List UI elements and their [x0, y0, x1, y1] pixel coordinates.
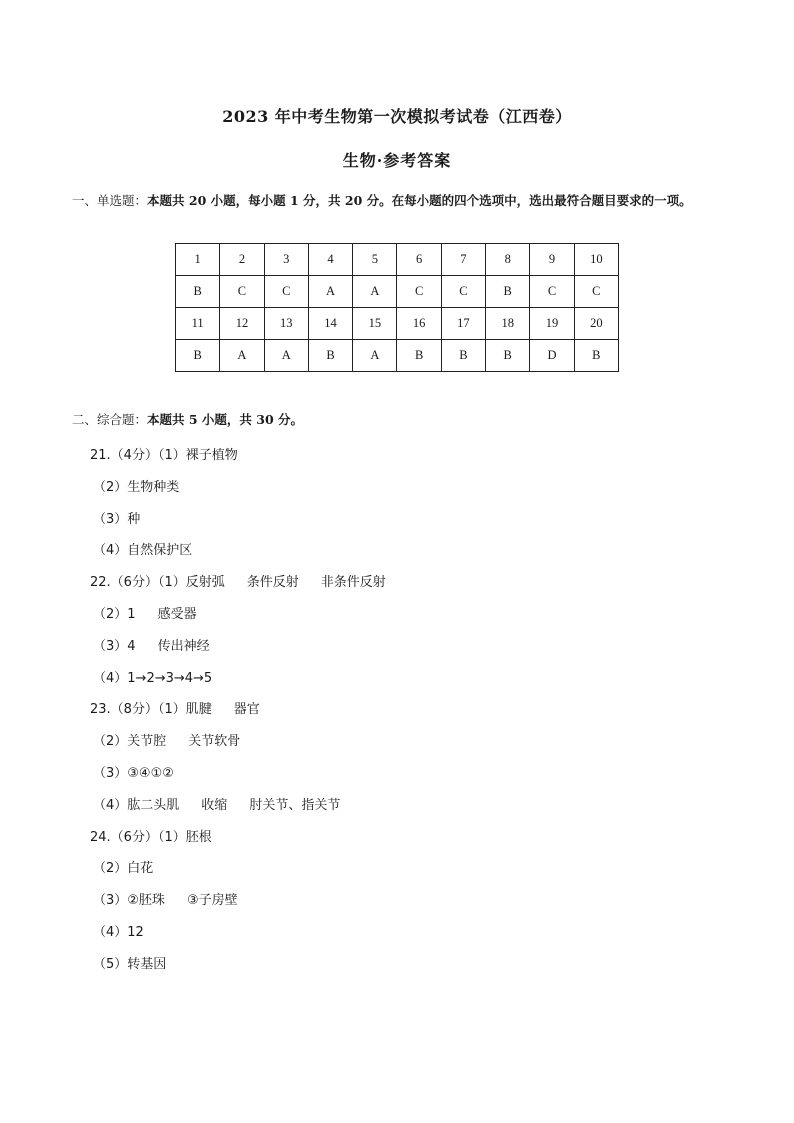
table-cell: B — [397, 340, 441, 372]
table-cell: C — [530, 276, 574, 308]
answer-text: 自然保护区 — [127, 543, 193, 559]
table-cell: 8 — [486, 244, 530, 276]
answer-line — [93, 603, 197, 622]
table-cell: 2 — [220, 244, 264, 276]
table-cell: 20 — [574, 308, 618, 340]
table-row — [176, 308, 619, 340]
answer-text: 关节腔 — [127, 734, 167, 750]
table-cell: 9 — [530, 244, 574, 276]
answer-prefix: 21.（4分）（1） — [90, 448, 186, 463]
table-cell: A — [353, 276, 397, 308]
table-cell: 3 — [264, 244, 308, 276]
answer-text: 器官 — [233, 702, 260, 718]
answer-text: 转基因 — [127, 956, 167, 972]
answer-prefix: （2） — [93, 861, 128, 877]
page-title: 2023 年中考生物第一次模拟考试卷（江西卷） — [222, 107, 572, 126]
table-cell: A — [353, 340, 397, 372]
table-cell: A — [308, 276, 352, 308]
answer-prefix: 24.（6分）（1） — [90, 829, 186, 845]
answer-prefix: （2） — [93, 479, 128, 495]
answer-prefix: 23.（8分）（1） — [90, 702, 186, 718]
answer-line — [93, 730, 240, 749]
answer-prefix: （4） — [93, 543, 128, 559]
answer-line — [90, 826, 212, 845]
table-cell: C — [264, 276, 308, 308]
answer-prefix: （2） — [93, 607, 128, 622]
answer-line — [93, 667, 212, 686]
answer-text: 肌腱 — [185, 702, 212, 718]
table-cell: A — [264, 340, 308, 372]
answer-text: 种 — [127, 511, 141, 527]
answer-text: 非条件反射 — [320, 575, 386, 591]
table-cell: B — [308, 340, 352, 372]
answer-prefix: （5） — [93, 956, 128, 972]
section-2-desc: 本题共 5 小题，共 30 分。 — [147, 412, 304, 427]
answer-text: 传出神经 — [157, 638, 210, 654]
table-cell: D — [530, 340, 574, 372]
answer-line — [93, 508, 140, 527]
answer-prefix: （2） — [93, 734, 128, 750]
section-2-heading — [72, 410, 303, 428]
answer-prefix: （3） — [93, 766, 128, 781]
answer-text: ③④①② — [127, 766, 174, 781]
table-cell: 14 — [308, 308, 352, 340]
answer-text: ③子房壁 — [186, 893, 238, 909]
answer-text: 1→2→3→4→5 — [127, 670, 213, 686]
answer-text: 感受器 — [157, 607, 197, 622]
answer-text: 12 — [127, 925, 144, 940]
table-cell: 4 — [308, 244, 352, 276]
table-cell: 18 — [486, 308, 530, 340]
answer-prefix: （3） — [93, 638, 128, 654]
answer-prefix: 22.（6分）（1） — [90, 575, 186, 591]
section-1-heading — [72, 184, 724, 218]
answer-text: ②胚珠 — [127, 893, 165, 909]
answer-line — [90, 444, 238, 463]
answer-text: 裸子植物 — [185, 448, 238, 463]
table-cell: C — [397, 276, 441, 308]
table-cell: 11 — [176, 308, 220, 340]
answer-line — [93, 921, 144, 940]
table-cell: 10 — [574, 244, 618, 276]
table-cell: 17 — [441, 308, 485, 340]
table-cell: B — [176, 276, 220, 308]
table-row — [176, 340, 619, 372]
table-cell: 7 — [441, 244, 485, 276]
table-cell: C — [220, 276, 264, 308]
answer-prefix: （4） — [93, 797, 128, 813]
section-2-lead: 二、综合题： — [72, 412, 148, 427]
page-subtitle: 生物·参考答案 — [342, 151, 452, 170]
answer-text: 肘关节、指关节 — [249, 797, 341, 813]
answer-line — [93, 635, 210, 654]
answer-prefix: （3） — [93, 893, 128, 909]
table-cell: 19 — [530, 308, 574, 340]
section-1-desc: 本题共 20 小题，每小题 1 分，共 20 分。在每小题的四个选项中，选出最符合题目要求的一项。 — [147, 193, 692, 208]
answer-text: 关节软骨 — [188, 734, 241, 750]
answer-text: 4 — [127, 638, 136, 654]
answer-text: 胚根 — [185, 829, 212, 845]
answer-text: 反射弧 — [185, 575, 225, 591]
table-cell: C — [574, 276, 618, 308]
answer-text: 条件反射 — [246, 575, 299, 591]
table-cell: 16 — [397, 308, 441, 340]
answer-text: 1 — [127, 607, 136, 622]
answer-table — [175, 243, 619, 372]
answer-prefix: （3） — [93, 511, 128, 527]
table-row — [176, 244, 619, 276]
table-row — [176, 276, 619, 308]
section-1-lead: 一、单选题： — [72, 193, 148, 208]
table-cell: 15 — [353, 308, 397, 340]
answer-line — [93, 889, 238, 908]
answer-line — [93, 794, 340, 813]
table-cell: B — [441, 340, 485, 372]
table-cell: C — [441, 276, 485, 308]
answer-text: 白花 — [127, 861, 154, 877]
answer-line — [93, 539, 192, 558]
table-cell: B — [574, 340, 618, 372]
answer-prefix: （4） — [93, 670, 128, 686]
table-cell: 12 — [220, 308, 264, 340]
answer-line — [93, 953, 166, 972]
answer-line — [93, 762, 174, 781]
table-cell: A — [220, 340, 264, 372]
answer-text: 收缩 — [201, 797, 228, 813]
answer-prefix: （4） — [93, 925, 128, 940]
answer-line — [93, 476, 179, 495]
table-cell: B — [176, 340, 220, 372]
table-cell: 13 — [264, 308, 308, 340]
table-cell: B — [486, 340, 530, 372]
answer-line — [90, 571, 386, 590]
answer-text: 生物种类 — [127, 479, 180, 495]
table-cell: 6 — [397, 244, 441, 276]
answer-text: 肱二头肌 — [127, 797, 180, 813]
table-cell: 5 — [353, 244, 397, 276]
answer-line — [90, 698, 260, 717]
table-cell: 1 — [176, 244, 220, 276]
table-cell: B — [486, 276, 530, 308]
answer-line — [93, 857, 153, 876]
